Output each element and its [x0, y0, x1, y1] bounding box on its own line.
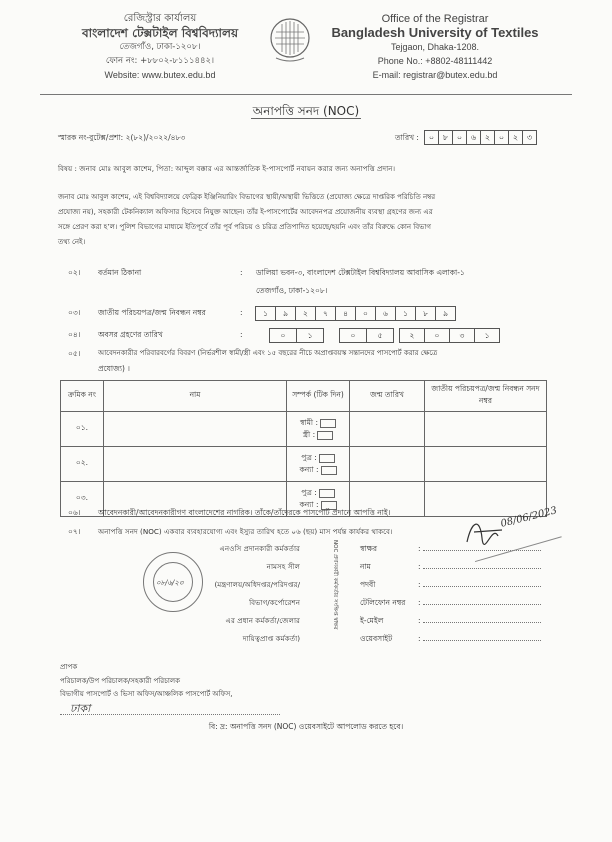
- row-dob[interactable]: [350, 447, 425, 482]
- body-paragraph: [58, 190, 563, 250]
- issuer-block: [200, 540, 300, 648]
- nid-boxes: [256, 306, 456, 321]
- table-row: [61, 412, 547, 447]
- recipient-line1: পরিচালক/উপ পরিচালক/সহকারী পরিচালক: [60, 677, 181, 685]
- item02-label: বর্তমান ঠিকানা: [98, 268, 142, 277]
- col-nid: জাতীয় পরিচয়পত্র/জন্ম নিবন্ধন সনদ নম্বর: [425, 381, 547, 412]
- relation-checkbox[interactable]: [320, 419, 336, 428]
- row-name[interactable]: [104, 447, 287, 482]
- item03-number: ০৩।: [68, 308, 81, 317]
- row-serial: ০২.: [61, 447, 104, 482]
- item02-value-line1: ডালিয়া ভবন-৩, বাংলাদেশ টেক্সটাইল বিশ্ববিদ্যালয় আবাসিক এলাকা-১: [256, 268, 465, 277]
- address-bn: তেজগাঁও, ঢাকা-১২০৮।: [119, 42, 201, 52]
- retire-digit: ৩: [449, 328, 475, 343]
- office-name-en: Office of the Registrar: [381, 13, 489, 25]
- office-name-bn: রেজিস্ট্রার কার্যালয়: [123, 13, 197, 24]
- handwritten-date: 08/06/2023: [499, 505, 559, 530]
- issuer-line: (মন্ত্রণালয়/অধিদপ্তর/পরিদপ্তর/: [214, 580, 300, 589]
- nid-digit: ১: [395, 306, 416, 321]
- row-nid[interactable]: [425, 447, 547, 482]
- col-name: নাম: [104, 381, 287, 412]
- row-dob[interactable]: [350, 412, 425, 447]
- item03-label: জাতীয় পরিচয়পত্র/জন্ম নিবন্ধন নম্বর: [98, 308, 206, 317]
- row-name[interactable]: [104, 412, 287, 447]
- item05-text-line1: আবেদনকারীর পরিবারবর্গের বিবরণ (নির্ভরশীল স্বামী/স্ত্রী এবং ১৫ বছরের নীচে অপ্রাপ্তবয়স্ক সন্তানদের পাসপোর্ট করার ক্ষেত্রে: [98, 349, 438, 357]
- table-header-row: [61, 381, 547, 412]
- row-relation: পুত্র : কন্যা :: [287, 482, 350, 517]
- date-digit: ৩: [522, 130, 537, 145]
- university-name-bn: বাংলাদেশ টেক্সটাইল বিশ্ববিদ্যালয়: [81, 26, 239, 40]
- university-name-en: Bangladesh University of Textiles: [331, 25, 539, 40]
- item07-text: অনাপত্তি সনদ (NOC) একবার ব্যবহারযোগ্য এবং ইস্যুর তারিখ হতে ০৬ (ছয়) মাস পর্যন্ত কার্যকর থাকবে।: [98, 527, 393, 536]
- item03-colon: :: [240, 308, 243, 317]
- col-dob: জন্ম তারিখ: [350, 381, 425, 412]
- date-digit: ২: [508, 130, 523, 145]
- official-seal: [143, 552, 203, 612]
- retirement-year-boxes: [400, 328, 500, 343]
- field-label: স্বাক্ষর: [360, 544, 377, 553]
- field-label: ওয়েবসাইট: [360, 634, 393, 643]
- nid-digit: ৮: [415, 306, 436, 321]
- retire-digit: ০: [339, 328, 367, 343]
- relation-checkbox[interactable]: [317, 431, 333, 440]
- recipient-line2: বিভাগীয় পাসপোর্ট ও ভিসা অফিস/আঞ্চলিক পাসপোর্ট অফিস,: [60, 690, 233, 698]
- website: Website: www.butex.edu.bd: [104, 70, 216, 80]
- page-title: অনাপত্তি সনদ (NOC): [252, 104, 360, 118]
- email-field[interactable]: [423, 614, 541, 623]
- nid-digit: ৪: [335, 306, 356, 321]
- date-digit: ০: [452, 130, 467, 145]
- relation-checkbox[interactable]: [319, 454, 335, 463]
- body-line: প্রযোজ্য নয়), সহকারী টেকনিক্যাল অফিসার হিসেবে নিযুক্ত আছেন। তাঁর ই-পাসপোর্টের আবেদনপত্র প্রয়োজনীয় ব্যবস্থা গ্রহণের জন্য এর: [58, 208, 433, 216]
- subject-line: বিষয় : জনাব মোঃ আবুল কাশেম, পিতা: আব্দুল বক্কার এর আন্তর্জাতিক ই-পাসপোর্ট নবায়ন করার জন্য অনাপত্তি প্রদান।: [58, 164, 396, 173]
- item07-number: ০৭।: [68, 527, 81, 536]
- row-serial: ০৩.: [61, 482, 104, 517]
- field-label: টেলিফোন নম্বর: [360, 598, 406, 607]
- date-digit: ৮: [438, 130, 453, 145]
- nid-digit: ৯: [435, 306, 456, 321]
- university-logo: [268, 14, 312, 66]
- nid-digit: ২: [295, 306, 316, 321]
- item04-label: অবসর গ্রহণের তারিখ: [98, 330, 163, 339]
- retirement-month-boxes: [340, 328, 394, 343]
- field-label: ই-মেইল: [360, 616, 384, 625]
- date-label: তারিখ :: [395, 133, 419, 142]
- item06-text: আবেদনকারী/আবেদনকারীগণ বাংলাদেশের নাগরিক। তাঁকে/তাঁদেরকে পাসপোর্ট প্রদানে আপত্তি নাই।: [98, 508, 391, 517]
- recipient-label: প্রাপক: [60, 662, 78, 671]
- nid-digit: ৬: [375, 306, 396, 321]
- item04-number: ০৪।: [68, 330, 81, 339]
- item02-value-line2: তেজগাঁও, ঢাকা-১২০৮।: [256, 286, 328, 295]
- retirement-day-boxes: [270, 328, 324, 343]
- item05-text-line2: প্রযোজ্য) ।: [98, 364, 130, 373]
- item04-colon: :: [240, 330, 243, 339]
- phone-field[interactable]: [423, 596, 541, 605]
- phone-en: Phone No.: +8802-48111442: [377, 56, 493, 66]
- nid-digit: ০: [355, 306, 376, 321]
- family-table: [60, 380, 547, 517]
- nid-digit: ৯: [275, 306, 296, 321]
- header-divider: [40, 94, 572, 95]
- header-left: [60, 12, 260, 82]
- seal-date: ০৮/৬/২৩: [156, 579, 184, 587]
- body-line: জনাব মোঃ আবুল কাশেম, এই বিশ্ববিদ্যালয়ে ফেব্রিক ইঞ্জিনিয়ারিং বিভাগের স্থায়ী/অস্থায়ী ভিত্তিতে (প্রযোজ্য ক্ষেত্রে দাপ্তরিক পরিচিতি নম্বর: [58, 193, 436, 201]
- nid-digit: ১: [255, 306, 276, 321]
- field-label: পদবী: [360, 580, 376, 589]
- retire-digit: ১: [474, 328, 500, 343]
- retire-digit: ০: [424, 328, 450, 343]
- vertical-note: NOC প্রদানকারী কর্মকর্তার সংক্ষিপ্ত স্বাক্ষর: [332, 540, 338, 630]
- sign-fields: স্বাক্ষর : নাম : পদবী : টেলিফোন নম্বর : ই-মেইল : ওয়েবসাইট :: [360, 540, 541, 648]
- item06-number: ০৬।: [68, 508, 81, 517]
- row-relation: পুত্র : কন্যা :: [287, 447, 350, 482]
- nid-digit: ৭: [315, 306, 336, 321]
- recipient-underline: [60, 714, 280, 715]
- row-relation: স্বামী : স্ত্রী :: [287, 412, 350, 447]
- phone-bn: ফোন নং: +৮৮০২-৮১১১৪৪২।: [105, 56, 215, 66]
- relation-checkbox[interactable]: [321, 466, 337, 475]
- issuer-line: এনওসি প্রদানকারী কর্মকর্তার: [219, 544, 300, 553]
- issuer-line: নামসহ সীল: [266, 562, 300, 571]
- item02-number: ০২।: [68, 268, 81, 277]
- retire-digit: ০: [269, 328, 297, 343]
- retire-digit: ২: [399, 328, 425, 343]
- body-line: তথ্য নেই।: [58, 238, 86, 246]
- date-digit: ০: [424, 130, 439, 145]
- item02-colon: :: [240, 268, 243, 277]
- website-field[interactable]: [423, 632, 541, 641]
- col-relation: সম্পর্ক (টিক দিন): [287, 381, 350, 412]
- row-serial: ০১.: [61, 412, 104, 447]
- memo-number: স্মারক নং-বুটেক্স/প্রশা: ২(৮২)/২০২২/৪৮৩: [58, 133, 186, 142]
- field-label: নাম: [360, 562, 371, 571]
- recipient-handwritten: ঢাকা: [70, 702, 91, 715]
- email-en: E-mail: registrar@butex.edu.bd: [372, 70, 498, 80]
- date-digit: ৬: [466, 130, 481, 145]
- header-right: [320, 12, 550, 82]
- issuer-line: দায়িত্বপ্রাপ্ত কর্মকর্তা): [242, 634, 300, 643]
- issuer-line: এর প্রধান কর্মকর্তা/জেলার: [225, 616, 300, 625]
- date-digit: ২: [480, 130, 495, 145]
- table-row: [61, 447, 547, 482]
- date-boxes: [425, 130, 537, 145]
- retire-digit: ১: [296, 328, 324, 343]
- address-en: Tejgaon, Dhaka-1208.: [390, 42, 480, 52]
- body-line: সঙ্গে প্রেরণ করা হ’ল। পুলিশ বিভাগের মাধ্যমে ইতিপূর্বে তাঁর পূর্ব পরিচয় ও চরিত্র প্রতিপাদিত হয়েছে/হয়নি এবং তাঁর বিরুদ্ধে কোন বিভাগ: [58, 223, 432, 231]
- footnote: বি: দ্র: অনাপত্তি সনদ (NOC) ওয়েবসাইটে আপলোড করতে হবে।: [208, 722, 404, 731]
- retire-digit: ৫: [366, 328, 394, 343]
- relation-checkbox[interactable]: [319, 489, 335, 498]
- row-nid[interactable]: [425, 412, 547, 447]
- item05-number: ০৫।: [68, 349, 81, 358]
- issuer-line: বিভাগ/কর্পোরেশন: [249, 598, 300, 607]
- date-digit: ০: [494, 130, 509, 145]
- col-serial: ক্রমিক নং: [61, 381, 104, 412]
